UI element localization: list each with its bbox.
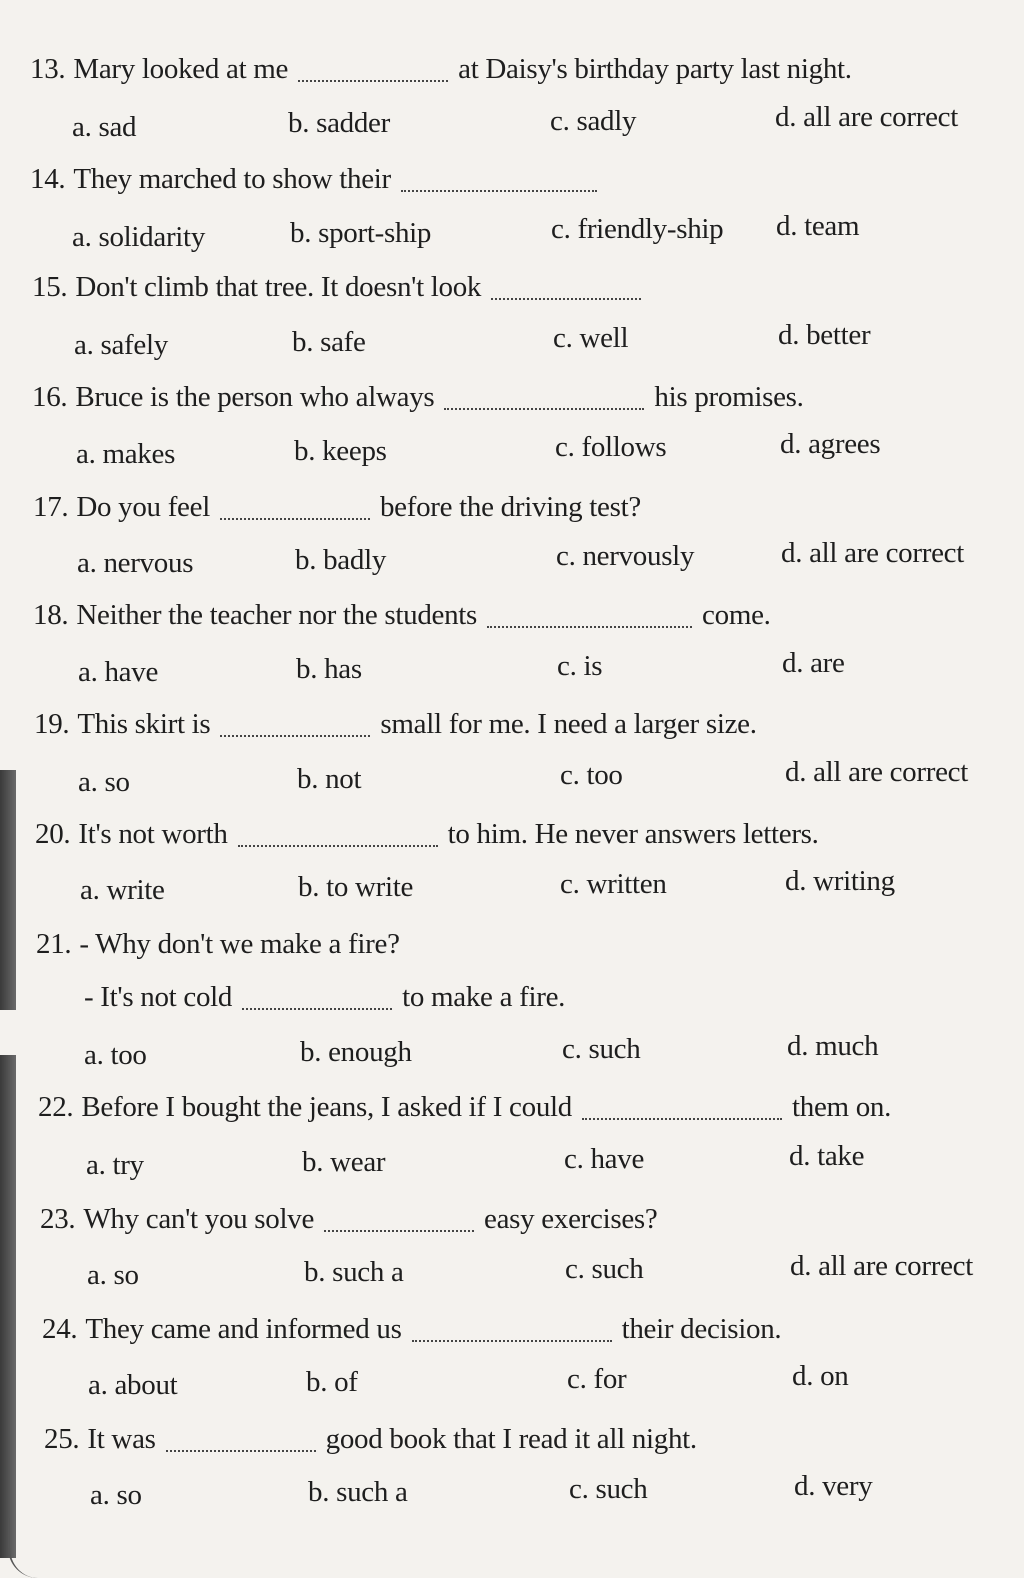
question-number: 21. <box>36 928 72 960</box>
option-d[interactable]: d. take <box>789 1140 865 1172</box>
option-d[interactable]: d. very <box>794 1470 873 1502</box>
option-b[interactable]: b. keeps <box>294 435 387 467</box>
question-text-after: to make a fire. <box>402 981 566 1013</box>
option-b[interactable]: b. sadder <box>288 107 390 139</box>
option-a[interactable]: a. nervous <box>77 547 194 579</box>
option-b[interactable]: b. safe <box>292 326 366 358</box>
question-number: 13. <box>30 53 66 85</box>
option-a[interactable]: a. so <box>87 1259 139 1291</box>
answer-blank[interactable] <box>487 606 692 628</box>
option-a[interactable]: a. so <box>90 1479 142 1511</box>
question-number: 18. <box>33 599 69 631</box>
option-b[interactable]: b. sport-ship <box>290 217 432 249</box>
option-d[interactable]: d. all are correct <box>775 101 958 133</box>
answer-blank[interactable] <box>412 1320 612 1342</box>
option-d[interactable]: d. all are correct <box>790 1250 973 1282</box>
question-number: 15. <box>32 271 68 303</box>
option-d[interactable]: d. are <box>782 647 845 679</box>
question-number: 14. <box>30 163 66 195</box>
question-20 <box>35 817 819 851</box>
question-21-reply <box>84 980 565 1014</box>
question-text-after: small for me. I need a larger size. <box>380 708 757 740</box>
question-18 <box>33 598 771 632</box>
option-c[interactable]: c. such <box>569 1473 648 1505</box>
option-c[interactable]: c. for <box>567 1363 627 1395</box>
option-b[interactable]: b. enough <box>300 1036 412 1068</box>
option-d[interactable]: d. on <box>792 1360 849 1392</box>
answer-blank[interactable] <box>401 170 597 192</box>
question-23 <box>40 1202 657 1236</box>
question-number: 16. <box>32 381 68 413</box>
option-b[interactable]: b. such a <box>308 1476 408 1508</box>
answer-blank[interactable] <box>491 278 641 300</box>
question-text-after: their decision. <box>621 1313 782 1345</box>
question-text: It was <box>87 1423 156 1455</box>
answer-blank[interactable] <box>220 498 370 520</box>
question-text: - Why don't we make a fire? <box>79 928 400 960</box>
question-text-after: to him. He never answers letters. <box>447 818 819 850</box>
question-17 <box>33 490 641 524</box>
question-21 <box>36 927 400 961</box>
option-b[interactable]: b. to write <box>298 871 414 903</box>
question-text: Mary looked at me <box>73 53 289 85</box>
answer-blank[interactable] <box>238 825 438 847</box>
option-a[interactable]: a. safely <box>74 329 168 361</box>
option-d[interactable]: d. better <box>778 319 871 351</box>
question-number: 23. <box>40 1203 76 1235</box>
question-13 <box>30 52 852 86</box>
question-number: 19. <box>34 708 70 740</box>
question-text-after: them on. <box>791 1091 892 1123</box>
option-c[interactable]: c. such <box>565 1253 644 1285</box>
option-d[interactable]: d. writing <box>785 865 895 897</box>
answer-blank[interactable] <box>298 60 448 82</box>
question-text: It's not worth <box>78 818 228 850</box>
question-text: Bruce is the person who always <box>75 381 435 413</box>
question-14 <box>30 162 607 196</box>
question-text-after: easy exercises? <box>484 1203 658 1235</box>
option-d[interactable]: d. agrees <box>780 428 881 460</box>
question-19 <box>34 707 757 741</box>
question-24 <box>42 1312 781 1346</box>
option-b[interactable]: b. such a <box>304 1256 404 1288</box>
binding-edge <box>0 770 16 1558</box>
question-number: 24. <box>42 1313 78 1345</box>
answer-blank[interactable] <box>444 388 644 410</box>
question-number: 25. <box>44 1423 80 1455</box>
answer-blank[interactable] <box>242 988 392 1010</box>
question-text: Do you feel <box>76 491 210 523</box>
answer-blank[interactable] <box>582 1098 782 1120</box>
question-text: Why can't you solve <box>83 1203 315 1235</box>
question-text: - It's not cold <box>84 981 233 1013</box>
question-text-after: come. <box>702 599 771 631</box>
question-number: 17. <box>33 491 69 523</box>
question-22 <box>38 1090 891 1124</box>
question-text-after: good book that I read it all night. <box>325 1423 697 1455</box>
option-a[interactable]: a. write <box>80 874 165 906</box>
option-c[interactable]: c. friendly-ship <box>551 213 724 245</box>
option-b[interactable]: b. wear <box>302 1146 386 1178</box>
option-c[interactable]: c. too <box>560 759 623 791</box>
option-a[interactable]: a. try <box>86 1149 144 1181</box>
question-number: 20. <box>35 818 71 850</box>
option-d[interactable]: d. much <box>787 1030 879 1062</box>
question-text: Don't climb that tree. It doesn't look <box>75 271 482 303</box>
option-d[interactable]: d. all are correct <box>785 756 968 788</box>
question-text: Neither the teacher nor the students <box>76 599 478 631</box>
option-b[interactable]: b. badly <box>295 544 387 576</box>
option-c[interactable]: c. sadly <box>550 105 637 137</box>
option-a[interactable]: a. about <box>88 1369 178 1401</box>
answer-blank[interactable] <box>220 715 370 737</box>
option-a[interactable]: a. too <box>84 1039 147 1071</box>
option-c[interactable]: c. is <box>557 650 603 682</box>
option-b[interactable]: b. of <box>306 1366 358 1398</box>
option-c[interactable]: c. written <box>560 868 667 900</box>
question-text-after: at Daisy's birthday party last night. <box>458 53 852 85</box>
question-15 <box>32 270 651 304</box>
option-a[interactable]: a. have <box>78 656 159 688</box>
option-a[interactable]: a. solidarity <box>72 221 206 253</box>
page-corner <box>8 1518 50 1578</box>
question-16 <box>32 380 804 414</box>
question-number: 22. <box>38 1091 74 1123</box>
option-b[interactable]: b. not <box>297 763 362 795</box>
option-b[interactable]: b. has <box>296 653 362 685</box>
option-a[interactable]: a. sad <box>72 111 137 143</box>
question-text-after: before the driving test? <box>379 491 641 523</box>
option-c[interactable]: c. have <box>564 1143 645 1175</box>
option-c[interactable]: c. follows <box>555 431 667 463</box>
option-d[interactable]: d. all are correct <box>781 537 964 569</box>
option-c[interactable]: c. such <box>562 1033 641 1065</box>
question-text: They marched to show their <box>73 163 391 195</box>
option-c[interactable]: c. well <box>553 322 629 354</box>
option-a[interactable]: a. so <box>78 766 130 798</box>
question-text: This skirt is <box>77 708 211 740</box>
option-d[interactable]: d. team <box>776 210 860 242</box>
answer-blank[interactable] <box>166 1430 316 1452</box>
option-c[interactable]: c. nervously <box>556 540 695 572</box>
question-text-after: his promises. <box>654 381 804 413</box>
question-25 <box>44 1422 697 1456</box>
answer-blank[interactable] <box>324 1210 474 1232</box>
question-text: They came and informed us <box>85 1313 402 1345</box>
option-a[interactable]: a. makes <box>76 438 176 470</box>
question-text: Before I bought the jeans, I asked if I could <box>81 1091 572 1123</box>
binding-gap <box>0 1010 16 1055</box>
